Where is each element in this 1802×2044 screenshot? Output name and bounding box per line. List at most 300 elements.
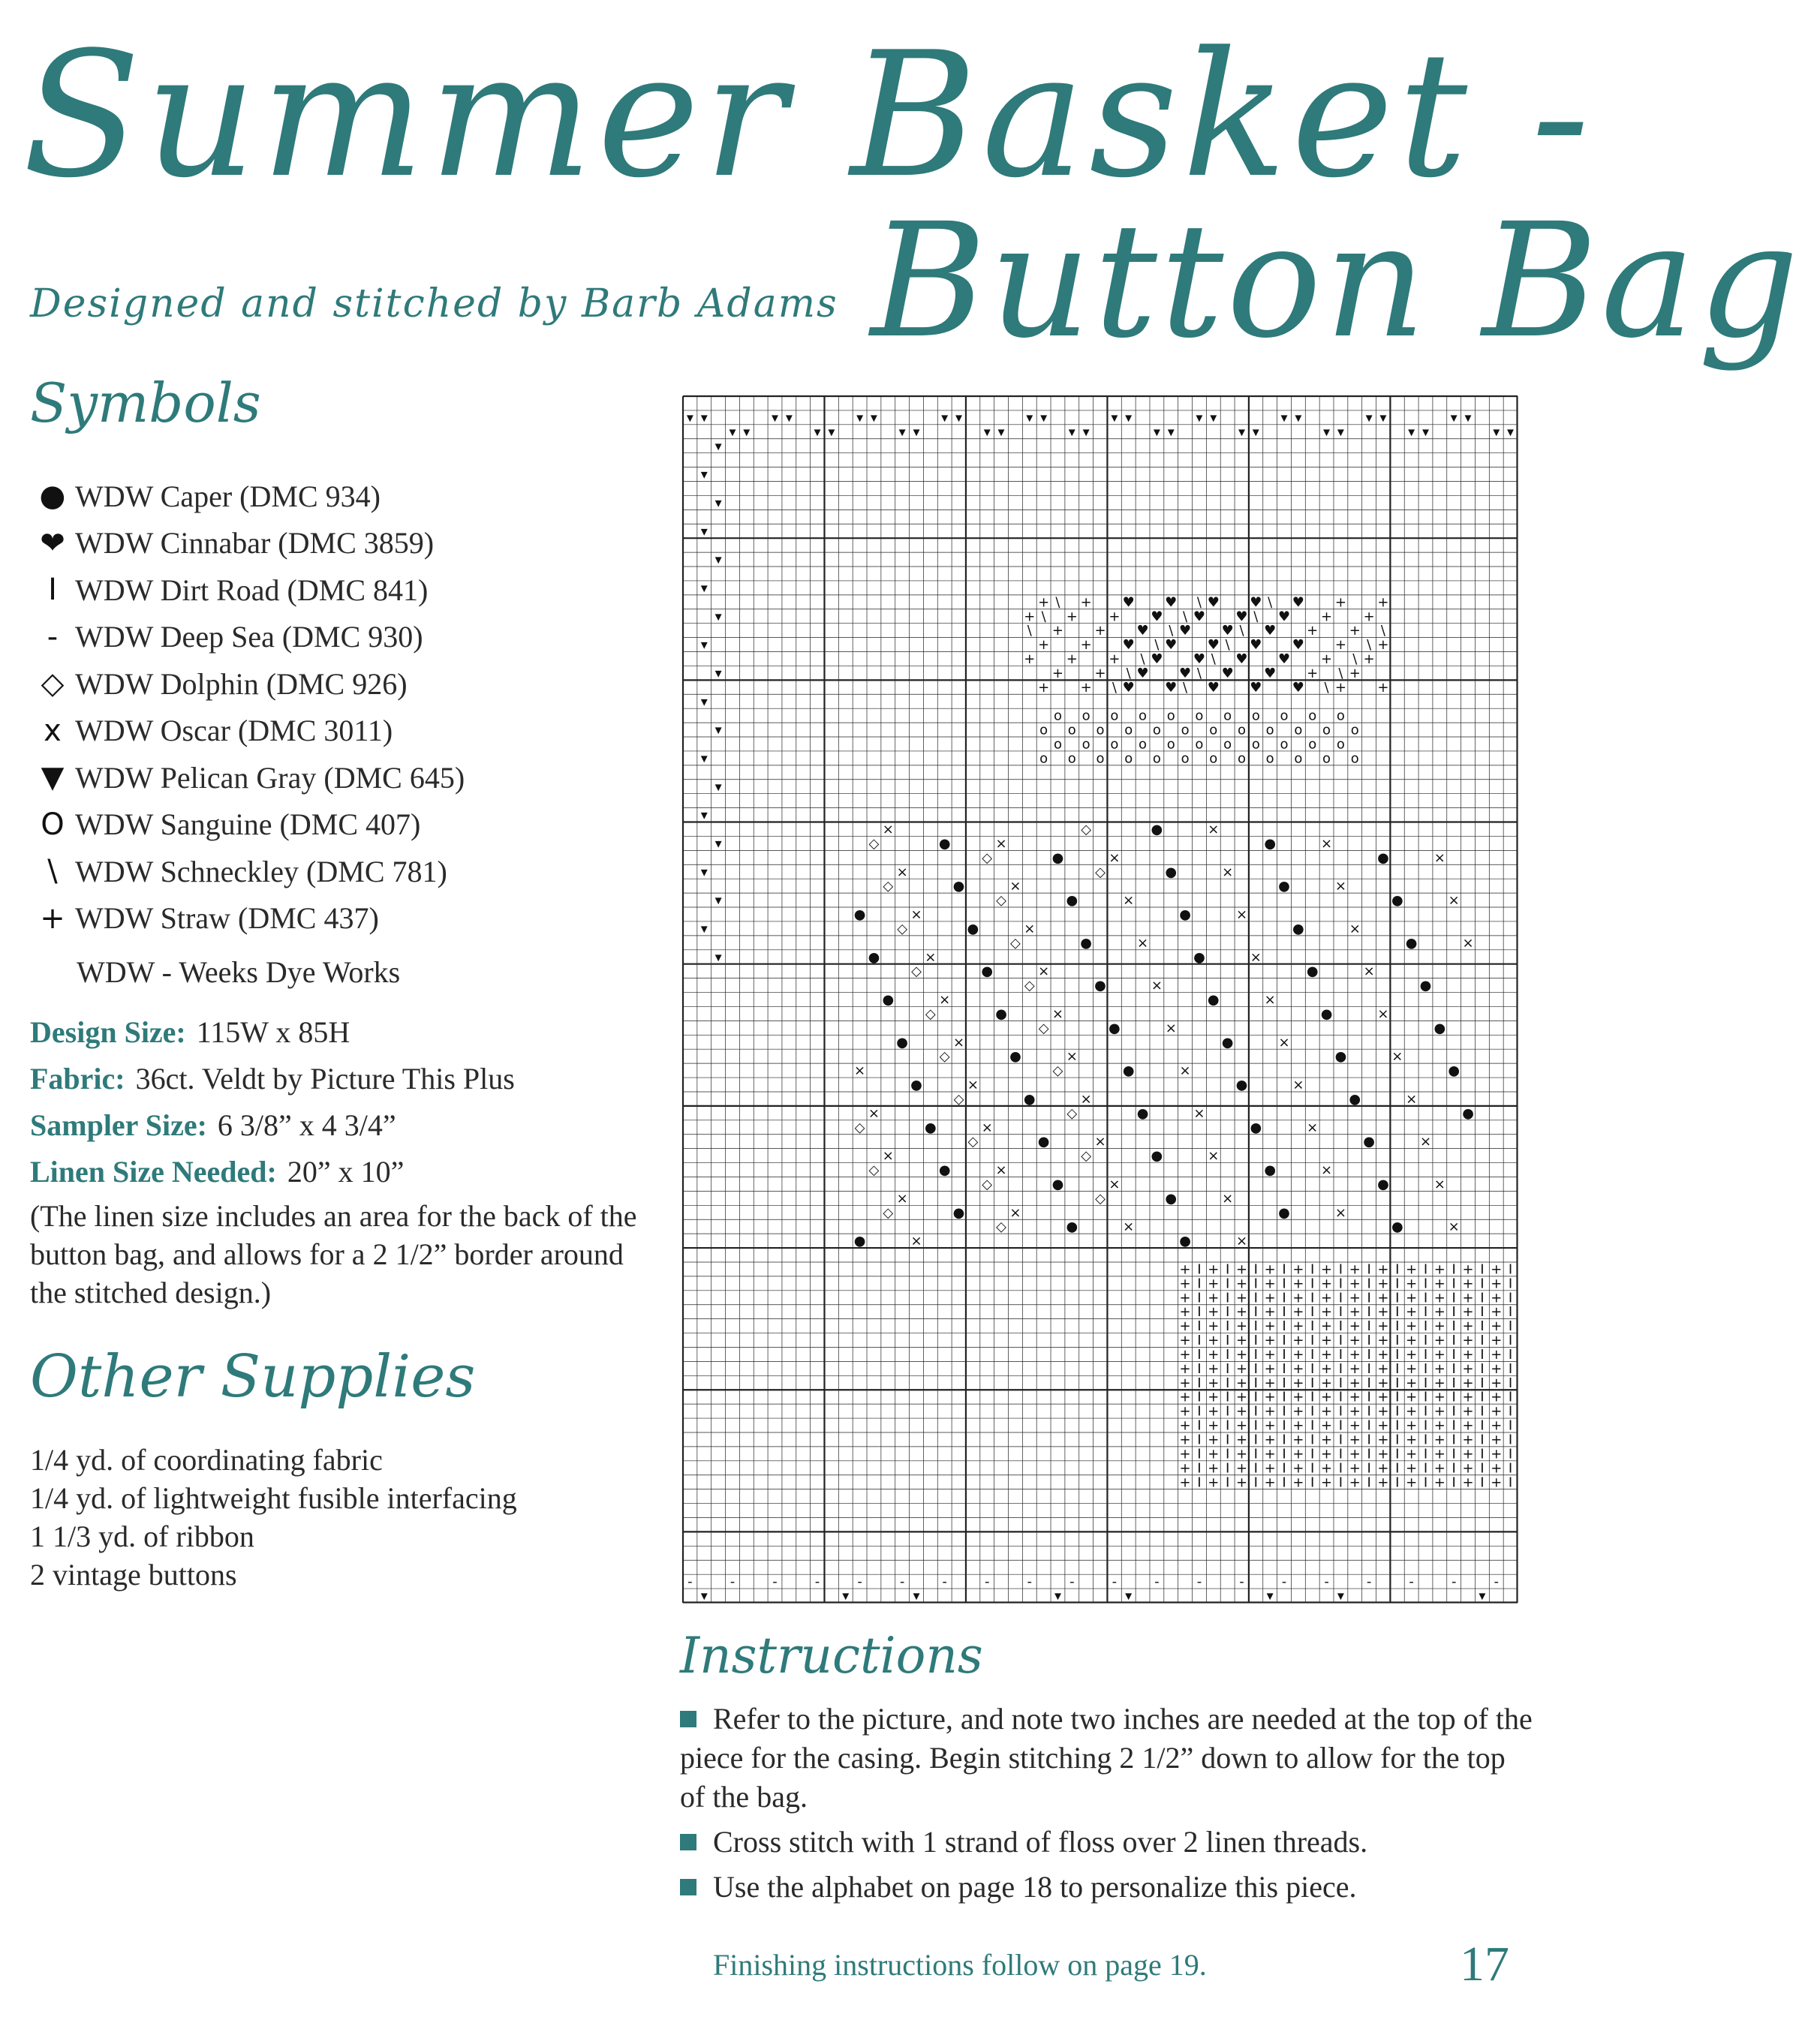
weave-mark: + — [1349, 1403, 1361, 1420]
lid-mark: \ — [1225, 637, 1230, 654]
weave-mark: I — [1480, 1318, 1485, 1335]
weave-mark: + — [1264, 1333, 1276, 1349]
weave-mark: I — [1480, 1360, 1485, 1377]
weave-mark: + — [1208, 1460, 1220, 1477]
flower-mark: ● — [938, 835, 951, 852]
weave-mark: I — [1197, 1375, 1202, 1391]
weave-mark: I — [1452, 1276, 1456, 1292]
lid-mark: ♥ — [1136, 623, 1149, 639]
weave-mark: I — [1310, 1360, 1315, 1377]
leaf-mark: × — [1321, 835, 1333, 852]
weave-mark: I — [1452, 1474, 1456, 1491]
triangle-mark: ▾ — [700, 637, 708, 654]
leaf-mark: × — [1292, 1077, 1304, 1093]
weave-mark: + — [1377, 1304, 1389, 1321]
weave-mark: I — [1508, 1346, 1513, 1363]
lid-mark: \ — [1196, 665, 1202, 681]
weave-mark: I — [1338, 1304, 1343, 1321]
leaf-mark: × — [1349, 921, 1361, 937]
dash-mark: - — [772, 1574, 778, 1590]
weave-mark: + — [1349, 1375, 1361, 1391]
band-mark: o — [1209, 750, 1218, 767]
weave-mark: + — [1292, 1474, 1304, 1491]
flower-mark: ● — [1051, 1176, 1064, 1192]
weave-mark: I — [1508, 1276, 1513, 1292]
weave-mark: + — [1491, 1346, 1503, 1363]
instruction-item — [680, 1823, 1536, 1862]
bud-mark: ◇ — [883, 1204, 894, 1221]
leaf-mark: × — [1094, 1134, 1106, 1150]
lid-mark: + — [1334, 679, 1346, 696]
weave-mark: I — [1452, 1460, 1456, 1477]
triangle-mark: ▾ — [1266, 1588, 1274, 1604]
linen-size-value: 20” x 10” — [287, 1155, 405, 1189]
weave-mark: I — [1225, 1417, 1230, 1434]
weave-mark: + — [1292, 1417, 1304, 1434]
weave-mark: I — [1508, 1432, 1513, 1448]
flower-mark: ● — [1391, 892, 1403, 909]
symbol-item — [30, 801, 465, 849]
flower-mark: ● — [1278, 878, 1290, 894]
weave-mark: I — [1225, 1276, 1230, 1292]
triangle-mark: ▾ — [1421, 424, 1430, 440]
lid-mark: \ — [1140, 651, 1145, 668]
triangle-mark: ▾ — [1479, 1588, 1486, 1604]
instruction-text: Refer to the picture, and note two inches are needed at the top of the piece for the casing. Begin stitching 2 1/2” down to allow for the top of the bag. — [680, 1702, 1533, 1814]
triangle-mark: ▾ — [898, 424, 906, 440]
leaf-mark: × — [1137, 935, 1149, 951]
dash-mark: - — [942, 1574, 947, 1590]
dash-mark: - — [1154, 1574, 1160, 1590]
weave-mark: I — [1508, 1261, 1513, 1278]
title-line-2: Button Bag — [871, 189, 1802, 373]
dash-mark: - — [1281, 1574, 1287, 1590]
weave-mark: I — [1310, 1304, 1315, 1321]
symbol-label: WDW Schneckley (DMC 781) — [75, 854, 447, 888]
weave-mark: I — [1197, 1446, 1202, 1462]
lid-mark: + — [1334, 594, 1346, 611]
bud-mark: ◇ — [911, 963, 922, 980]
weave-mark: + — [1264, 1290, 1276, 1306]
triangle-mark: ▾ — [700, 467, 708, 483]
leaf-mark: × — [1038, 963, 1050, 980]
flower-mark: ● — [1278, 1204, 1290, 1221]
lid-mark: + — [1038, 637, 1050, 654]
weave-mark: I — [1253, 1389, 1258, 1405]
weave-mark: + — [1491, 1417, 1503, 1434]
weave-mark: + — [1264, 1446, 1276, 1462]
weave-mark: + — [1292, 1290, 1304, 1306]
triangle-mark: ▾ — [814, 424, 821, 440]
weave-mark: I — [1508, 1304, 1513, 1321]
bud-mark: ◇ — [939, 1048, 950, 1065]
leaf-mark: × — [1462, 935, 1474, 951]
weave-mark: I — [1338, 1432, 1343, 1448]
flower-mark: ● — [1349, 1091, 1361, 1108]
weave-mark: I — [1253, 1432, 1258, 1448]
weave-mark: + — [1491, 1290, 1503, 1306]
weave-mark: + — [1321, 1460, 1333, 1477]
triangle-mark: ▾ — [1238, 424, 1245, 440]
bud-mark: ◇ — [1081, 822, 1092, 838]
weave-mark: + — [1491, 1432, 1503, 1448]
lid-mark: + — [1080, 594, 1092, 611]
weave-mark: + — [1235, 1290, 1248, 1306]
triangle-mark: ▾ — [1337, 1588, 1344, 1604]
weave-mark: + — [1406, 1261, 1418, 1278]
weave-mark: I — [1395, 1346, 1400, 1363]
weave-mark: + — [1462, 1346, 1474, 1363]
leaf-mark: × — [1406, 1091, 1418, 1108]
band-mark: o — [1336, 736, 1345, 753]
band-mark: o — [1350, 722, 1359, 738]
weave-mark: I — [1367, 1460, 1371, 1477]
diamond-icon: ◇ — [41, 666, 65, 702]
flower-mark: ● — [853, 906, 866, 923]
lid-mark: ♥ — [1207, 594, 1220, 611]
weave-mark: + — [1433, 1346, 1446, 1363]
band-mark: o — [1237, 722, 1246, 738]
triangle-mark: ▾ — [1252, 424, 1259, 440]
weave-mark: I — [1310, 1446, 1315, 1462]
weave-mark: + — [1208, 1389, 1220, 1405]
leaf-mark: × — [1179, 1063, 1191, 1079]
weave-mark: I — [1423, 1432, 1428, 1448]
leaf-mark: × — [1151, 978, 1163, 994]
dash-mark: - — [1366, 1574, 1372, 1590]
band-mark: o — [1237, 750, 1246, 767]
flower-mark: ● — [981, 963, 994, 980]
weave-mark: I — [1423, 1403, 1428, 1420]
weave-mark: + — [1349, 1346, 1361, 1363]
lid-mark: \ — [1041, 609, 1046, 625]
leaf-mark: × — [1009, 1204, 1021, 1221]
flower-mark: ● — [1179, 906, 1191, 923]
band-mark: o — [1124, 750, 1133, 767]
weave-mark: I — [1338, 1261, 1343, 1278]
bud-mark: ◇ — [1010, 935, 1021, 951]
weave-mark: I — [1480, 1389, 1485, 1405]
band-mark: o — [1251, 736, 1260, 753]
weave-mark: I — [1480, 1261, 1485, 1278]
lid-mark: ♥ — [1151, 651, 1163, 668]
leaf-mark: × — [1066, 1048, 1078, 1065]
bud-mark: ◇ — [996, 892, 1006, 909]
weave-mark: I — [1225, 1360, 1230, 1377]
weave-mark: + — [1462, 1318, 1474, 1335]
lid-mark: ♥ — [1165, 594, 1178, 611]
weave-mark: I — [1253, 1318, 1258, 1335]
band-mark: o — [1152, 750, 1161, 767]
weave-mark: + — [1208, 1333, 1220, 1349]
leaf-mark: × — [1448, 1219, 1460, 1235]
dash-icon: - — [47, 619, 59, 654]
triangle-mark: ▾ — [941, 410, 949, 426]
band-mark: o — [1308, 736, 1317, 753]
weave-mark: + — [1377, 1333, 1389, 1349]
weave-mark: + — [1179, 1346, 1191, 1363]
flower-mark: ● — [1334, 1048, 1347, 1065]
fabric-label: Fabric: — [30, 1062, 125, 1096]
instruction-text: Cross stitch with 1 strand of floss over 2 linen threads. — [713, 1825, 1368, 1859]
weave-mark: I — [1367, 1474, 1371, 1491]
band-mark: o — [1166, 736, 1175, 753]
weave-mark: I — [1197, 1432, 1202, 1448]
supplies-list — [30, 1441, 517, 1594]
lid-mark: ♥ — [1122, 679, 1135, 696]
weave-mark: + — [1292, 1460, 1304, 1477]
leaf-mark: × — [854, 1063, 866, 1079]
weave-mark: + — [1321, 1304, 1333, 1321]
open-circle-icon: O — [41, 807, 65, 842]
weave-mark: I — [1423, 1375, 1428, 1391]
triangle-mark: ▾ — [1196, 410, 1203, 426]
lid-mark: + — [1321, 651, 1333, 668]
lid-mark: + — [1024, 651, 1036, 668]
symbol-label: WDW Dolphin (DMC 926) — [75, 666, 408, 701]
weave-mark: + — [1377, 1276, 1389, 1292]
bud-mark: ◇ — [1024, 978, 1035, 994]
weave-mark: + — [1179, 1389, 1191, 1405]
weave-mark: I — [1282, 1403, 1286, 1420]
weave-mark: + — [1321, 1360, 1333, 1377]
sampler-size-row — [30, 1102, 645, 1149]
weave-mark: + — [1406, 1276, 1418, 1292]
band-mark: o — [1209, 722, 1218, 738]
finishing-note: Finishing instructions follow on page 19. — [713, 1948, 1207, 1982]
weave-mark: + — [1321, 1346, 1333, 1363]
weave-mark: + — [1349, 1304, 1361, 1321]
weave-mark: I — [1508, 1375, 1513, 1391]
triangle-mark: ▾ — [714, 609, 722, 625]
weave-mark: I — [1253, 1346, 1258, 1363]
weave-mark: I — [1423, 1261, 1428, 1278]
weave-mark: I — [1253, 1276, 1258, 1292]
band-mark: o — [1322, 722, 1331, 738]
weave-mark: I — [1423, 1389, 1428, 1405]
triangle-mark: ▾ — [955, 410, 963, 426]
flower-mark: ● — [868, 949, 880, 966]
heart-icon: ❤ — [40, 525, 65, 561]
instructions-heading: Instructions — [680, 1627, 983, 1685]
weave-mark: + — [1235, 1276, 1248, 1292]
symbol-item — [30, 473, 465, 520]
linen-size-label: Linen Size Needed: — [30, 1155, 277, 1189]
triangle-mark: ▾ — [714, 835, 722, 852]
weave-mark: + — [1491, 1389, 1503, 1405]
weave-mark: + — [1264, 1417, 1276, 1434]
dash-mark: - — [687, 1574, 693, 1590]
band-mark: o — [1195, 736, 1204, 753]
dash-mark: - — [899, 1574, 905, 1590]
weave-mark: I — [1253, 1460, 1258, 1477]
lid-mark: ♥ — [1292, 594, 1304, 611]
weave-mark: I — [1197, 1261, 1202, 1278]
weave-mark: + — [1264, 1389, 1276, 1405]
triangle-mark: ▾ — [870, 410, 877, 426]
lid-mark: ♥ — [1250, 637, 1262, 654]
flower-mark: ● — [1136, 1105, 1149, 1122]
leaf-mark: × — [995, 1162, 1007, 1179]
linen-note: (The linen size includes an area for the back of the button bag, and allows for a 2 1/2” border around the stitched design.) — [30, 1199, 637, 1309]
weave-mark: I — [1225, 1346, 1230, 1363]
leaf-mark: × — [967, 1077, 979, 1093]
flower-mark: ● — [1193, 949, 1205, 966]
weave-mark: + — [1235, 1261, 1248, 1278]
band-mark: o — [1139, 708, 1148, 724]
lid-mark: \ — [1239, 623, 1244, 639]
weave-mark: + — [1462, 1276, 1474, 1292]
weave-mark: I — [1452, 1333, 1456, 1349]
weave-mark: + — [1433, 1389, 1446, 1405]
weave-mark: + — [1292, 1304, 1304, 1321]
weave-mark: I — [1367, 1446, 1371, 1462]
band-mark: o — [1110, 736, 1119, 753]
weave-mark: + — [1179, 1375, 1191, 1391]
triangle-mark: ▾ — [785, 410, 793, 426]
wdw-note: WDW - Weeks Dye Works — [77, 955, 401, 989]
triangle-mark: ▾ — [828, 424, 835, 440]
leaf-mark: × — [1208, 1148, 1220, 1165]
band-mark: o — [1124, 722, 1133, 738]
lid-mark: ♥ — [1221, 665, 1234, 681]
lid-mark: + — [1094, 623, 1106, 639]
weave-mark: I — [1225, 1290, 1230, 1306]
weave-mark: + — [1377, 1360, 1389, 1377]
lid-mark: + — [1080, 679, 1092, 696]
design-specs — [30, 1009, 645, 1312]
weave-mark: + — [1208, 1304, 1220, 1321]
weave-mark: I — [1338, 1474, 1343, 1491]
weave-mark: I — [1508, 1446, 1513, 1462]
weave-mark: + — [1264, 1261, 1276, 1278]
bud-mark: ◇ — [883, 878, 894, 894]
weave-mark: + — [1292, 1375, 1304, 1391]
weave-mark: I — [1367, 1360, 1371, 1377]
weave-mark: + — [1491, 1333, 1503, 1349]
weave-mark: + — [1462, 1304, 1474, 1321]
weave-mark: I — [1338, 1417, 1343, 1434]
band-mark: o — [1096, 750, 1105, 767]
weave-mark: I — [1480, 1417, 1485, 1434]
flower-mark: ● — [1405, 935, 1418, 951]
lid-mark: \ — [1183, 679, 1188, 696]
flower-mark: ● — [1462, 1105, 1474, 1122]
weave-mark: I — [1310, 1474, 1315, 1491]
triangle-mark: ▾ — [729, 424, 736, 440]
lid-mark: ♥ — [1136, 665, 1149, 681]
weave-mark: + — [1208, 1446, 1220, 1462]
byline: Designed and stitched by Barb Adams — [30, 281, 838, 326]
weave-mark: I — [1508, 1460, 1513, 1477]
symbol-item — [30, 660, 465, 708]
weave-mark: + — [1264, 1432, 1276, 1448]
triangle-mark: ▾ — [1125, 1588, 1133, 1604]
weave-mark: I — [1452, 1432, 1456, 1448]
weave-mark: + — [1179, 1417, 1191, 1434]
weave-mark: + — [1292, 1432, 1304, 1448]
weave-mark: + — [1433, 1360, 1446, 1377]
lid-mark: ♥ — [1292, 679, 1304, 696]
lid-mark: \ — [1183, 609, 1188, 625]
weave-mark: + — [1406, 1460, 1418, 1477]
triangle-mark: ▾ — [714, 722, 722, 738]
weave-mark: I — [1338, 1389, 1343, 1405]
dash-mark: - — [857, 1574, 862, 1590]
band-mark: o — [1336, 708, 1345, 724]
weave-mark: + — [1406, 1375, 1418, 1391]
flower-mark: ● — [1080, 935, 1092, 951]
symbol-label: WDW Cinnabar (DMC 3859) — [75, 526, 435, 561]
weave-mark: I — [1508, 1403, 1513, 1420]
weave-mark: + — [1491, 1304, 1503, 1321]
weave-mark: + — [1406, 1333, 1418, 1349]
weave-mark: + — [1321, 1290, 1333, 1306]
weave-mark: I — [1225, 1304, 1230, 1321]
dash-mark: - — [814, 1574, 820, 1590]
lid-mark: ♥ — [1250, 679, 1262, 696]
lid-mark: + — [1307, 623, 1319, 639]
weave-mark: I — [1423, 1474, 1428, 1491]
weave-mark: I — [1225, 1389, 1230, 1405]
weave-mark: + — [1208, 1261, 1220, 1278]
band-mark: o — [1082, 736, 1091, 753]
weave-mark: + — [1377, 1432, 1389, 1448]
weave-mark: + — [1321, 1432, 1333, 1448]
weave-mark: + — [1264, 1460, 1276, 1477]
leaf-mark: × — [1024, 921, 1036, 937]
weave-mark: I — [1225, 1261, 1230, 1278]
weave-mark: + — [1349, 1446, 1361, 1462]
weave-mark: I — [1282, 1261, 1286, 1278]
weave-mark: I — [1367, 1318, 1371, 1335]
weave-mark: I — [1310, 1432, 1315, 1448]
weave-mark: I — [1395, 1474, 1400, 1491]
instruction-text: Use the alphabet on page 18 to personalize this piece. — [713, 1870, 1357, 1904]
weave-mark: + — [1433, 1318, 1446, 1335]
design-size-label: Design Size: — [30, 1015, 186, 1049]
weave-mark: + — [1491, 1474, 1503, 1491]
lid-mark: + — [1066, 651, 1078, 668]
band-mark: o — [1166, 708, 1175, 724]
triangle-mark: ▾ — [983, 424, 991, 440]
lid-mark: \ — [1253, 609, 1259, 625]
triangle-mark: ▾ — [1125, 410, 1133, 426]
chart-grid — [683, 396, 1518, 1603]
vertical-bar-icon: I — [48, 573, 57, 608]
bud-mark: ◇ — [1095, 1190, 1106, 1207]
weave-mark: I — [1197, 1290, 1202, 1306]
weave-mark: + — [1377, 1446, 1389, 1462]
dash-mark: - — [1324, 1574, 1329, 1590]
symbols-list — [30, 473, 465, 942]
weave-mark: I — [1282, 1333, 1286, 1349]
dash-mark: - — [1069, 1574, 1075, 1590]
triangle-mark: ▾ — [1507, 424, 1515, 440]
lid-mark: + — [1038, 594, 1050, 611]
weave-mark: + — [1406, 1446, 1418, 1462]
band-mark: o — [1152, 722, 1161, 738]
triangle-mark: ▾ — [1323, 424, 1331, 440]
flower-mark: ● — [952, 1204, 965, 1221]
weave-mark: + — [1349, 1261, 1361, 1278]
lid-mark: + — [1024, 609, 1036, 625]
weave-mark: + — [1433, 1432, 1446, 1448]
weave-mark: + — [1349, 1460, 1361, 1477]
weave-mark: I — [1508, 1360, 1513, 1377]
weave-mark: + — [1292, 1346, 1304, 1363]
weave-mark: + — [1292, 1389, 1304, 1405]
